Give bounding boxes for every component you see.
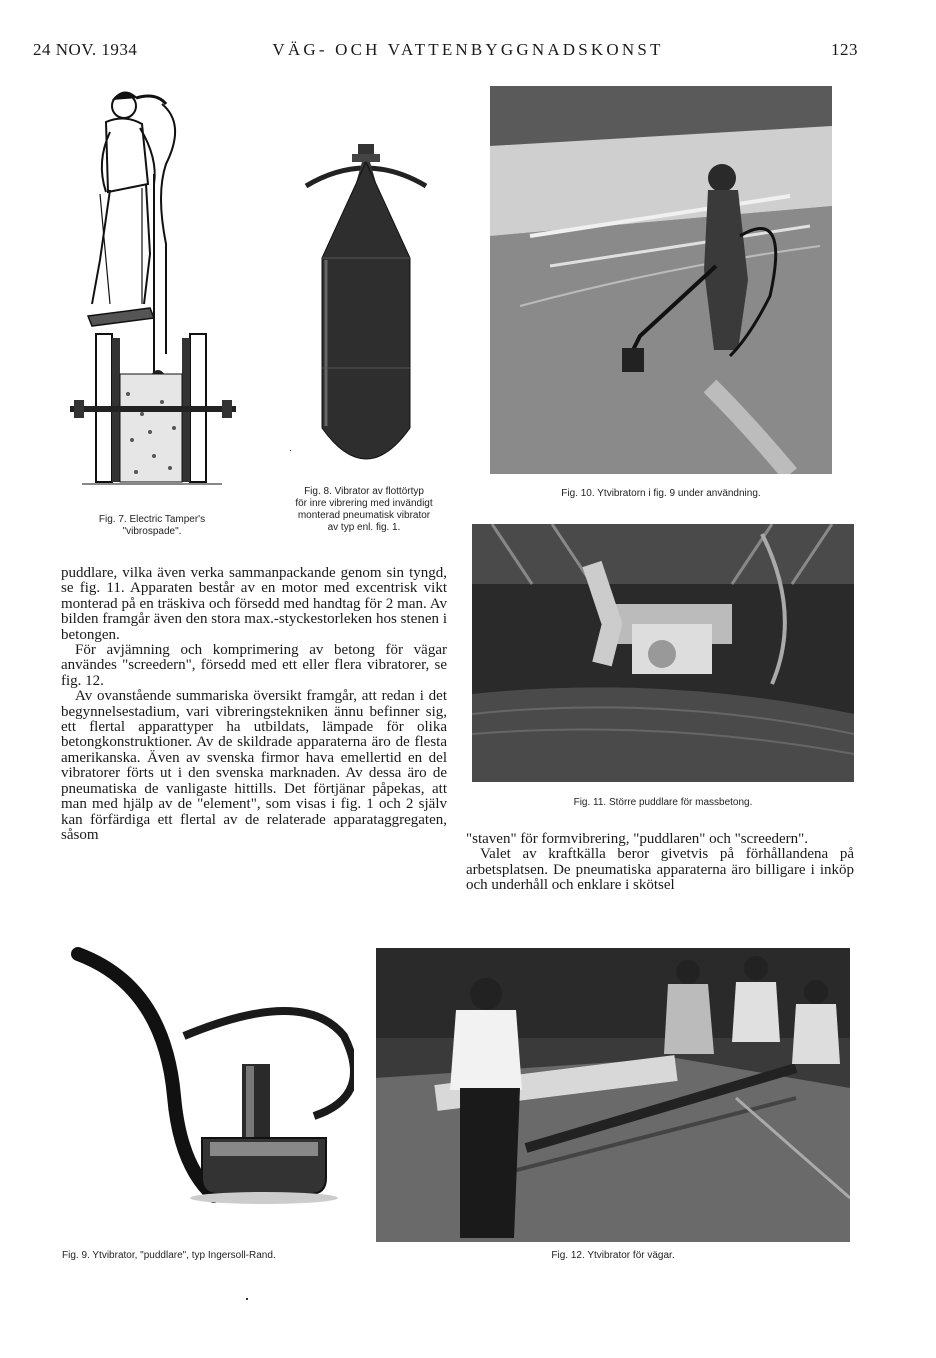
- fig8-illustration: [296, 140, 436, 478]
- scan-speck: [290, 450, 291, 451]
- fig10-caption: Fig. 10. Ytvibratorn i fig. 9 under användning.: [561, 488, 761, 499]
- fig10-photo: [490, 86, 832, 474]
- body-paragraph: Av ovanstående summariska översikt framgår, att redan i det begynnelsestadium, vari vibreringstekniken ännu befinner sig, ett flertal apparattyper ha utbildats, lämpade för olika betongkonstruktioner. Av de skildrade apparaterna äro de flesta amerikanska. Även av svenska firmor hava emellertid en del vibratorer förts ut i den svenska marknaden. Av dessa äro de pneumatiska de vanligaste hittills. Det förtjänar påpekas, att man med hjälp av de "element", som visas i fig. 1 och 2 själv kan förfärdiga ett flertal av de relaterade apparataggregaten, såsom: [61, 688, 447, 843]
- fig9-photo: [64, 946, 354, 1242]
- scan-speck: [246, 1298, 248, 1300]
- journal-title: VÄG- OCH VATTENBYGGNADSKONST: [272, 40, 664, 59]
- fig8-caption: Fig. 8. Vibrator av flottörtyp för inre vibrering med invändigt monterad pneumatisk vibrator av typ enl. fig. 1.: [295, 486, 433, 533]
- fig12-caption: Fig. 12. Ytvibrator för vägar.: [551, 1250, 675, 1261]
- page-number: 123: [831, 40, 858, 59]
- fig9-caption: Fig. 9. Ytvibrator, "puddlare", typ Ingersoll-Rand.: [62, 1250, 276, 1261]
- body-paragraph: Valet av kraftkälla beror givetvis på förhållandena på arbetsplatsen. De pneumatiska apparaterna äro billigare i inköp och underhåll och enklare i skötsel: [466, 846, 854, 894]
- fig7-caption: Fig. 7. Electric Tamper's "vibrospade".: [98, 514, 206, 537]
- fig7-illustration: [62, 84, 242, 490]
- header-date: 24 NOV. 1934: [33, 40, 138, 59]
- fig11-photo: [472, 524, 854, 782]
- body-paragraph: För avjämning och komprimering av betong för vägar användes "screedern", försedd med ett eller flera vibratorer, se fig. 12.: [61, 642, 447, 689]
- fig11-caption: Fig. 11. Större puddlare för massbetong.: [573, 797, 753, 808]
- body-paragraph: puddlare, vilka även verka sammanpackande genom sin tyngd, se fig. 11. Apparaten består av en motor med excentrisk vikt monterad på en träskiva och försedd med handtag för 2 man. Av bilden framgår även den stora max.-styckestorleken hos stenen i betongen.: [61, 565, 447, 643]
- body-paragraph: "staven" för formvibrering, "puddlaren" och "screedern".: [466, 831, 809, 847]
- body-right-column: [466, 832, 854, 894]
- fig12-photo: [376, 948, 850, 1242]
- body-left-column: [61, 566, 447, 843]
